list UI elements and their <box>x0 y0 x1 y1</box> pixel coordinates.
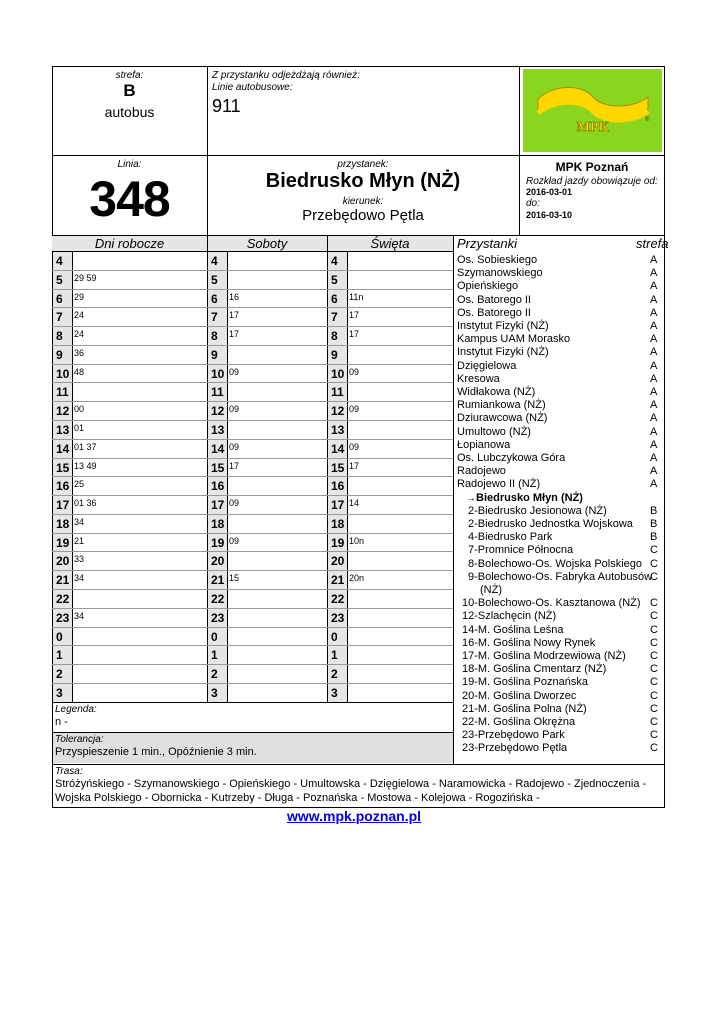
route-line-1: Stróżyńskiego - Szymanowskiego - Opieńskiego - Umultowska - Dzięgielowa - Naramowicka - Radojewo - Zjednoczenia - <box>55 778 647 790</box>
stop-item <box>457 307 657 319</box>
hour-cell: 5 <box>208 271 227 289</box>
hour-cell: 21 <box>208 571 227 589</box>
hour-cell: 3 <box>208 684 227 702</box>
line-number: 348 <box>89 171 170 227</box>
stop-name: Os. Batorego II <box>457 294 531 306</box>
website-link[interactable]: www.mpk.poznan.pl <box>287 808 422 824</box>
stop-zone: B <box>650 531 658 543</box>
minutes-cell[interactable]: 00 <box>74 404 85 414</box>
stop-item <box>457 452 657 464</box>
hour-cell: 7 <box>53 308 72 326</box>
stop-name: 2-Biedrusko Jednostka Wojskowa <box>468 518 633 530</box>
minutes-cell[interactable]: 17 <box>349 461 360 471</box>
also-lines-value[interactable]: 911 <box>212 96 241 116</box>
minutes-cell[interactable]: 25 <box>74 479 85 489</box>
hour-cell: 15 <box>208 459 227 477</box>
hour-cell: 23 <box>208 609 227 627</box>
mpk-logo <box>523 69 662 152</box>
stop-name: Szymanowskiego <box>457 267 543 279</box>
hour-cell: 0 <box>328 628 347 646</box>
stop-name: Opieńskiego <box>457 280 519 292</box>
divider <box>52 155 665 156</box>
hour-cell: 13 <box>328 421 347 439</box>
stop-item <box>457 294 657 306</box>
hour-cell: 9 <box>328 346 347 364</box>
stop-name: 17-M. Goślina Modrzewiowa (NŻ) <box>462 650 626 662</box>
stop-item <box>457 412 657 424</box>
stop-name: 21-M. Goślina Polna (NŻ) <box>462 703 587 715</box>
saturdays-header: Soboty <box>246 236 288 251</box>
hour-cell: 4 <box>328 252 347 270</box>
hour-cell: 22 <box>328 590 347 608</box>
minutes-cell[interactable]: 17 <box>229 329 240 339</box>
stop-zone: C <box>650 650 658 662</box>
stop-item <box>457 426 657 438</box>
stop-zone: A <box>650 307 658 319</box>
minutes-cell[interactable]: 09 <box>229 367 240 377</box>
hour-cell: 0 <box>53 628 72 646</box>
hour-cell: 3 <box>328 684 347 702</box>
stop-name: 14-M. Goślina Leśna <box>462 624 564 636</box>
tolerance-label: Tolerancja: <box>55 734 104 745</box>
hour-cell: 17 <box>53 496 72 514</box>
stop-name: 23-Przebędowo Pętla <box>462 742 568 754</box>
minutes-cell[interactable]: 14 <box>349 498 360 508</box>
minutes-cell[interactable]: 34 <box>74 611 85 621</box>
minutes-cell[interactable]: 24 <box>74 329 85 339</box>
operator-name: MPK Poznań <box>555 160 629 174</box>
stop-zone: A <box>650 346 658 358</box>
stop-zone: C <box>650 729 658 741</box>
hour-cell: 6 <box>328 290 347 308</box>
stop-name: Biedrusko Młyn (NŻ) <box>476 492 583 504</box>
minutes-cell[interactable]: 29 <box>74 292 85 302</box>
stop-label: przystanek: <box>337 159 389 170</box>
hour-cell: 7 <box>208 308 227 326</box>
minutes-cell[interactable]: 24 <box>74 310 85 320</box>
stop-zone: A <box>650 294 658 306</box>
hour-cell: 6 <box>208 290 227 308</box>
hour-cell: 18 <box>53 515 72 533</box>
mpk-logo-icon <box>523 69 662 152</box>
hour-cell: 1 <box>328 646 347 664</box>
hour-cell: 19 <box>328 534 347 552</box>
stop-zone: C <box>650 571 658 583</box>
minutes-cell[interactable]: 34 <box>74 517 85 527</box>
hour-cell: 22 <box>208 590 227 608</box>
hour-cell: 1 <box>53 646 72 664</box>
minutes-cell[interactable]: 09 <box>229 498 240 508</box>
minutes-cell[interactable]: 20n <box>349 573 365 583</box>
zone-value: B <box>123 81 136 100</box>
hour-cell: 8 <box>53 327 72 345</box>
zone-header: strefa <box>636 236 669 251</box>
hour-cell: 11 <box>53 383 72 401</box>
stop-name: 2-Biedrusko Jesionowa (NŻ) <box>468 505 607 517</box>
stop-name: Dzięgielowa <box>457 360 517 372</box>
stop-name: Dziurawcowa (NŻ) <box>457 412 548 424</box>
stop-zone: C <box>650 610 658 622</box>
hour-cell: 12 <box>208 402 227 420</box>
stop-name: 12-Szlachęcin (NŻ) <box>462 610 557 622</box>
divider <box>519 66 520 236</box>
route-line-2: Wojska Polskiego - Obornicka - Kutrzeby - Długa - Poznańska - Mostowa - Kolejowa - Rogozińska - <box>55 792 540 804</box>
stop-zone: C <box>650 597 658 609</box>
stop-item <box>468 531 668 543</box>
stop-name: Os. Batorego II <box>457 307 531 319</box>
minutes-cell[interactable]: 16 <box>229 292 240 302</box>
legend-text: n - <box>55 716 68 728</box>
stop-name: 8-Bolechowo-Os. Wojska Polskiego <box>468 558 643 570</box>
stop-zone: C <box>650 637 658 649</box>
valid-from: 2016-03-01 <box>526 187 573 197</box>
stop-zone: A <box>650 478 658 490</box>
stop-item <box>457 320 657 332</box>
stop-zone: C <box>650 742 658 754</box>
zone-label: strefa: <box>115 70 144 81</box>
hour-cell: 2 <box>208 665 227 683</box>
stop-item <box>462 676 662 688</box>
stop-item <box>457 346 657 358</box>
stop-zone: B <box>650 505 658 517</box>
stop-zone: A <box>650 465 658 477</box>
minutes-cell[interactable]: 09 <box>349 404 360 414</box>
stop-name: Instytut Fizyki (NŻ) <box>457 346 549 358</box>
stop-item <box>462 663 662 675</box>
stop-name: (NŻ) <box>480 584 502 596</box>
stop-item <box>462 624 662 636</box>
stop-zone: A <box>650 320 658 332</box>
minutes-cell[interactable]: 34 <box>74 573 85 583</box>
hour-cell: 16 <box>208 477 227 495</box>
minutes-cell[interactable]: 09 <box>229 442 240 452</box>
stop-name: 22-M. Goślina Okrężna <box>462 716 576 728</box>
stop-name: Instytut Fizyki (NŻ) <box>457 320 549 332</box>
hour-cell: 4 <box>53 252 72 270</box>
stop-name: Radojewo <box>457 465 506 477</box>
stop-name: Widłakowa (NŻ) <box>457 386 536 398</box>
minutes-cell[interactable]: 48 <box>74 367 85 377</box>
stop-zone: C <box>650 690 658 702</box>
hour-cell: 6 <box>53 290 72 308</box>
stop-item <box>468 505 668 517</box>
hour-cell: 20 <box>208 552 227 570</box>
minutes-cell[interactable]: 11n <box>349 292 364 302</box>
stop-name: 18-M. Goślina Cmentarz (NŻ) <box>462 663 607 675</box>
minutes-cell[interactable]: 01 <box>74 423 85 433</box>
route-label: Trasa: <box>55 766 83 777</box>
minutes-cell[interactable]: 17 <box>349 310 360 320</box>
hour-cell: 2 <box>328 665 347 683</box>
hour-cell: 3 <box>53 684 72 702</box>
hour-cell: 9 <box>208 346 227 364</box>
hour-cell: 12 <box>328 402 347 420</box>
stop-item <box>457 254 657 266</box>
vehicle-type: autobus <box>104 104 155 120</box>
stop-zone: A <box>650 267 658 279</box>
hour-cell: 4 <box>208 252 227 270</box>
stop-item <box>462 703 662 715</box>
hour-cell: 17 <box>328 496 347 514</box>
line-label: Linia: <box>117 159 142 170</box>
hour-cell: 10 <box>328 365 347 383</box>
minutes-cell[interactable]: 09 <box>229 404 240 414</box>
hour-cell: 19 <box>208 534 227 552</box>
minutes-cell[interactable]: 17 <box>349 329 360 339</box>
stop-zone: A <box>650 412 658 424</box>
stop-zone: C <box>650 716 658 728</box>
stop-name: Kresowa <box>457 373 500 385</box>
stop-name: Umultowo (NŻ) <box>457 426 531 438</box>
hour-cell: 22 <box>53 590 72 608</box>
hour-cell: 7 <box>328 308 347 326</box>
stop-name: 9-Bolechowo-Os. Fabryka Autobusów <box>468 571 653 583</box>
stop-item <box>462 650 662 662</box>
stop-name: Radojewo II (NŻ) <box>457 478 541 490</box>
stop-name: 7-Promnice Północna <box>468 544 574 556</box>
valid-from-label: Rozkład jazdy obowiązuje od: <box>526 176 658 187</box>
divider <box>453 236 454 764</box>
stop-zone: C <box>650 676 658 688</box>
stop-zone: C <box>650 544 658 556</box>
minutes-cell[interactable]: 01 36 <box>74 498 97 508</box>
stop-zone: C <box>650 663 658 675</box>
stop-item <box>457 478 657 490</box>
stop-zone: A <box>650 399 658 411</box>
stop-zone: A <box>650 386 658 398</box>
direction-value: Przebędowo Pętla <box>302 207 424 224</box>
minutes-cell[interactable]: 21 <box>74 536 85 546</box>
direction-label: kierunek: <box>342 196 384 207</box>
hour-cell: 15 <box>328 459 347 477</box>
valid-to: 2016-03-10 <box>526 210 573 220</box>
hour-cell: 21 <box>328 571 347 589</box>
stop-name: Os. Sobieskiego <box>457 254 538 266</box>
hour-cell: 12 <box>53 402 72 420</box>
arrow-right-icon: → <box>466 493 476 504</box>
hour-cell: 2 <box>53 665 72 683</box>
hour-cell: 15 <box>53 459 72 477</box>
stop-name: Kampus UAM Morasko <box>457 333 571 345</box>
hour-cell: 8 <box>208 327 227 345</box>
stop-item <box>462 690 662 702</box>
stop-item <box>462 716 662 728</box>
hour-cell: 16 <box>53 477 72 495</box>
stop-zone: A <box>650 333 658 345</box>
stop-item <box>480 584 680 596</box>
tolerance-text: Przyspieszenie 1 min., Opóźnienie 3 min. <box>55 746 257 758</box>
minutes-cell[interactable]: 13 49 <box>74 461 97 471</box>
legend-label: Legenda: <box>55 704 97 715</box>
hour-cell: 1 <box>208 646 227 664</box>
stop-item <box>457 399 657 411</box>
minutes-cell[interactable]: 09 <box>229 536 240 546</box>
stop-zone: A <box>650 254 658 266</box>
stop-zone: A <box>650 373 658 385</box>
stop-zone: C <box>650 624 658 636</box>
hour-cell: 5 <box>53 271 72 289</box>
also-lines-label: Z przystanku odjeżdżają również: <box>212 70 360 81</box>
minutes-cell[interactable]: 01 37 <box>74 442 97 452</box>
stop-item <box>457 333 657 345</box>
valid-to-label: do: <box>526 198 540 209</box>
minutes-cell[interactable]: 10n <box>349 536 365 546</box>
stop-zone: A <box>650 280 658 292</box>
stop-item <box>457 280 657 292</box>
stop-name: 10-Bolechowo-Os. Kasztanowa (NŻ) <box>462 597 641 609</box>
stop-item <box>468 558 668 570</box>
stop-item <box>462 729 662 741</box>
stop-item <box>462 610 662 622</box>
stop-zone: A <box>650 439 658 451</box>
hour-cell: 18 <box>208 515 227 533</box>
minutes-cell[interactable]: 09 <box>349 442 360 452</box>
stop-item <box>457 373 657 385</box>
hour-cell: 13 <box>53 421 72 439</box>
minutes-cell[interactable]: 36 <box>74 348 85 358</box>
minutes-cell[interactable]: 33 <box>74 554 85 564</box>
stops-header: Przystanki <box>457 236 517 251</box>
hour-cell: 5 <box>328 271 347 289</box>
stop-item <box>457 465 657 477</box>
stop-item <box>457 386 657 398</box>
stop-name: Os. Lubczykowa Góra <box>457 452 566 464</box>
current-stop <box>466 492 666 504</box>
hour-cell: 23 <box>328 609 347 627</box>
svg-text:®: ® <box>645 117 650 123</box>
holidays-header: Święta <box>370 236 410 251</box>
stop-item <box>462 742 662 754</box>
hour-cell: 20 <box>328 552 347 570</box>
hour-cell: 18 <box>328 515 347 533</box>
stop-name: Łopianowa <box>457 439 511 451</box>
stop-item <box>457 439 657 451</box>
hour-cell: 14 <box>328 440 347 458</box>
hour-cell: 13 <box>208 421 227 439</box>
hour-cell: 11 <box>328 383 347 401</box>
weekdays-header: Dni robocze <box>94 236 165 251</box>
minutes-cell[interactable]: 09 <box>349 367 360 377</box>
hour-cell: 10 <box>208 365 227 383</box>
hour-cell: 0 <box>208 628 227 646</box>
hour-cell: 9 <box>53 346 72 364</box>
stop-name: 16-M. Goślina Nowy Rynek <box>462 637 596 649</box>
logo-text: MPK <box>576 120 610 135</box>
stop-name: 20-M. Goślina Dworzec <box>462 690 577 702</box>
hour-cell: 23 <box>53 609 72 627</box>
bus-lines-label: Linie autobusowe: <box>212 82 293 93</box>
minutes-cell[interactable]: 17 <box>229 461 240 471</box>
stop-item <box>457 360 657 372</box>
stop-zone: A <box>650 426 658 438</box>
minutes-cell[interactable]: 17 <box>229 310 240 320</box>
stop-zone: C <box>650 703 658 715</box>
stop-item <box>468 518 668 530</box>
hour-cell: 11 <box>208 383 227 401</box>
hour-cell: 17 <box>208 496 227 514</box>
hour-cell: 8 <box>328 327 347 345</box>
stop-zone: C <box>650 558 658 570</box>
stop-item <box>468 544 668 556</box>
stop-item <box>457 267 657 279</box>
hour-cell: 10 <box>53 365 72 383</box>
stop-name: Biedrusko Młyn (NŻ) <box>265 170 461 192</box>
hour-cell: 14 <box>53 440 72 458</box>
stop-item <box>462 637 662 649</box>
stop-name: 23-Przebędowo Park <box>462 729 565 741</box>
hour-cell: 20 <box>53 552 72 570</box>
stop-name: 4-Biedrusko Park <box>468 531 553 543</box>
stop-zone: B <box>650 518 658 530</box>
hour-cell: 19 <box>53 534 72 552</box>
stop-zone: A <box>650 360 658 372</box>
minutes-cell[interactable]: 15 <box>229 573 240 583</box>
hour-cell: 14 <box>208 440 227 458</box>
stop-name: 19-M. Goślina Poznańska <box>462 676 588 688</box>
minutes-cell[interactable]: 29 59 <box>74 273 97 283</box>
hour-cell: 16 <box>328 477 347 495</box>
stop-item <box>462 597 662 609</box>
hour-cell: 21 <box>53 571 72 589</box>
stop-name: Rumiankowa (NŻ) <box>457 399 546 411</box>
stop-item <box>468 571 668 583</box>
stop-zone: A <box>650 452 658 464</box>
